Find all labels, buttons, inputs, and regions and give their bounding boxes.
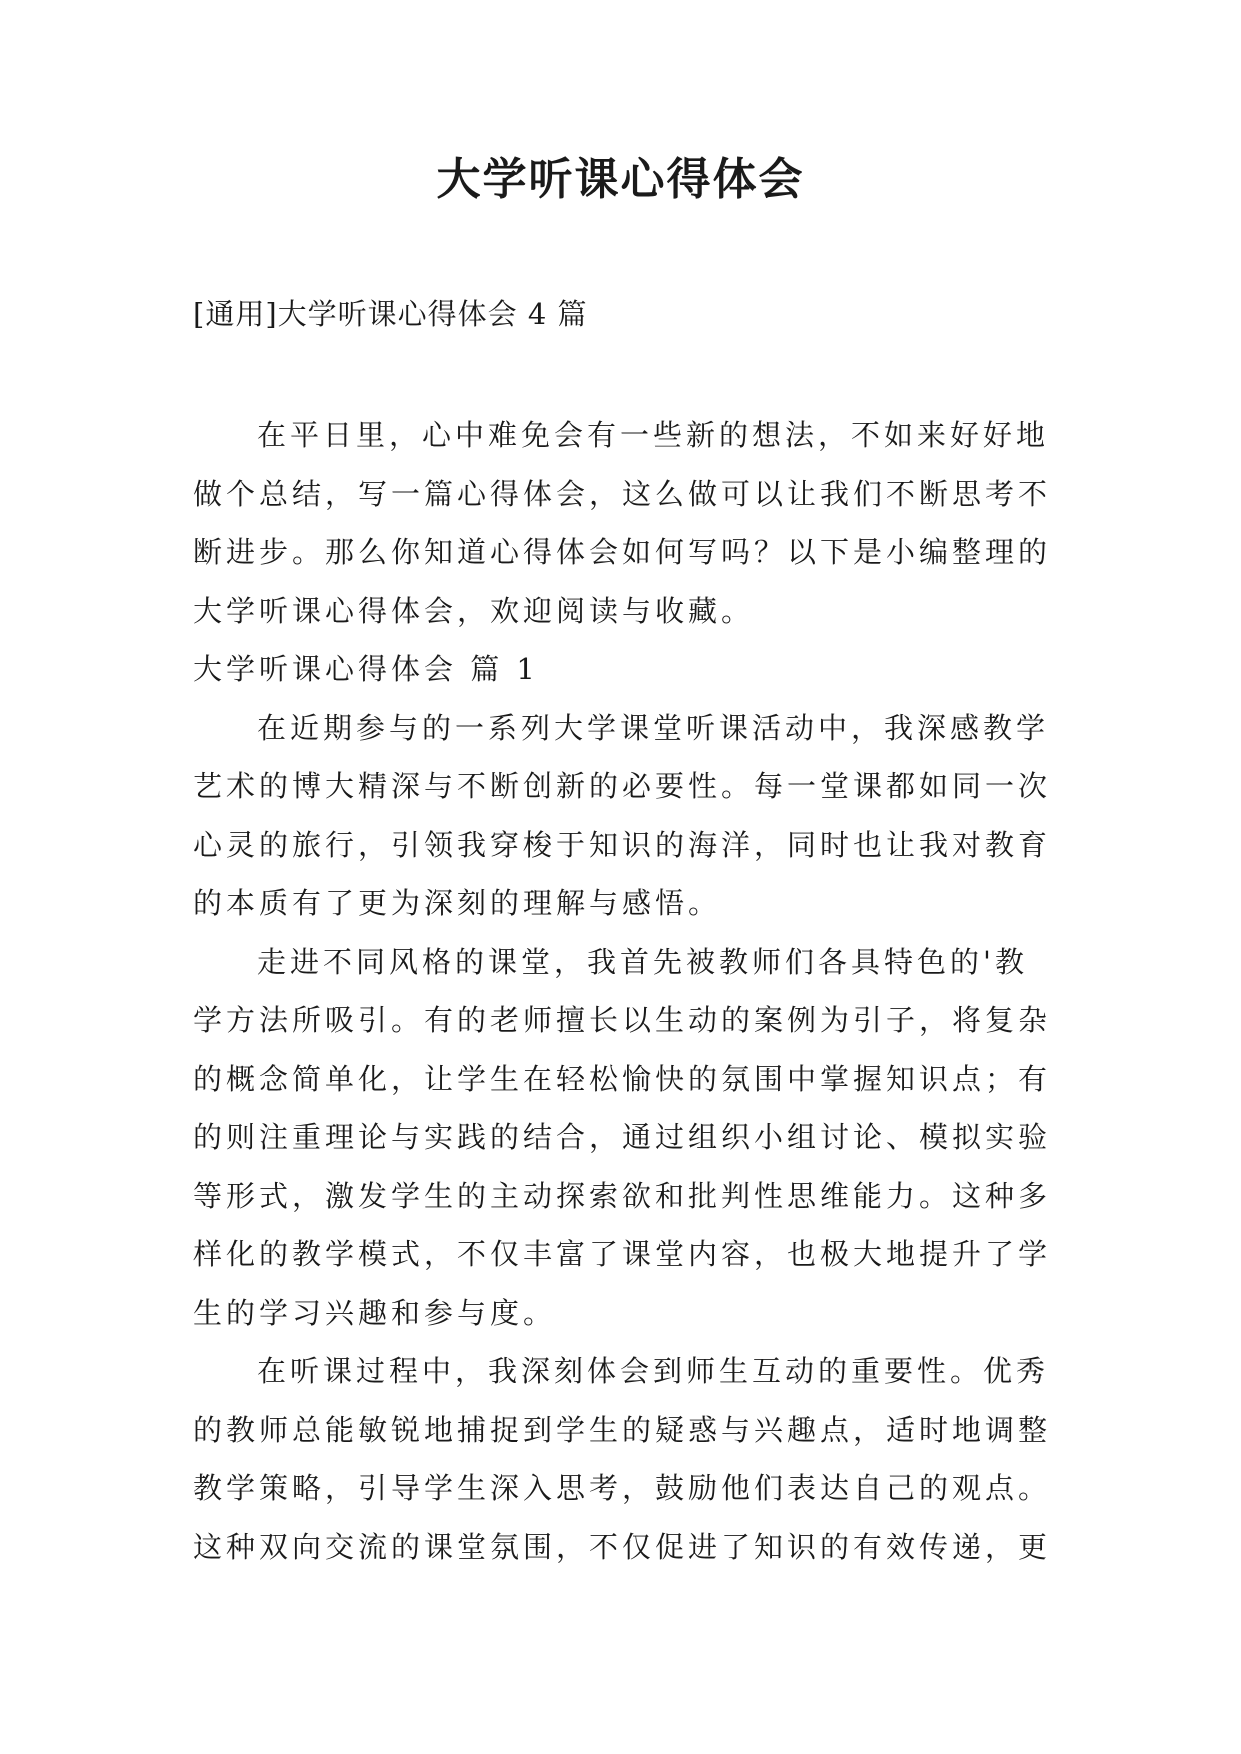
body-line: 等形式，激发学生的主动探索欲和批判性思维能力。这种多 bbox=[193, 1178, 1052, 1213]
body-line: 的则注重理论与实践的结合，通过组织小组讨论、模拟实验 bbox=[193, 1120, 1052, 1154]
body-line: 做个总结，写一篇心得体会，这么做可以让我们不断思考不 bbox=[193, 476, 1052, 511]
body-line: 教学策略，引导学生深入思考，鼓励他们表达自己的观点。 bbox=[193, 1471, 1052, 1505]
body-line: 心灵的旅行，引领我穿梭于知识的海洋，同时也让我对教育 bbox=[193, 827, 1052, 862]
body-line: 生的学习兴趣和参与度。 bbox=[193, 1295, 557, 1330]
body-line: 的本质有了更为深刻的理解与感悟。 bbox=[193, 886, 722, 920]
body-line: 的教师总能敏锐地捕捉到学生的疑惑与兴趣点，适时地调整 bbox=[193, 1412, 1052, 1447]
document-subtitle: [通用]大学听课心得体会 4 篇 bbox=[193, 297, 588, 331]
body-line: 在近期参与的一系列大学课堂听课活动中，我深感教学 bbox=[257, 710, 1050, 745]
body-line: 在平日里，心中难免会有一些新的想法，不如来好好地 bbox=[257, 418, 1050, 452]
body-line: 大学听课心得体会，欢迎阅读与收藏。 bbox=[193, 593, 755, 628]
body-line: 的概念简单化，让学生在轻松愉快的氛围中掌握知识点；有 bbox=[193, 1061, 1052, 1096]
document-body bbox=[193, 406, 1053, 1576]
body-line: 样化的教学模式，不仅丰富了课堂内容，也极大地提升了学 bbox=[193, 1237, 1052, 1271]
body-line: 在听课过程中，我深刻体会到师生互动的重要性。优秀 bbox=[257, 1354, 1050, 1388]
body-line: 学方法所吸引。有的老师擅长以生动的案例为引子，将复杂 bbox=[193, 1003, 1052, 1037]
body-line: 艺术的博大精深与不断创新的必要性。每一堂课都如同一次 bbox=[193, 769, 1052, 803]
body-line: 大学听课心得体会 篇 1 bbox=[193, 652, 539, 686]
document-title: 大学听课心得体会 bbox=[436, 154, 805, 205]
body-line: 这种双向交流的课堂氛围，不仅促进了知识的有效传递，更 bbox=[193, 1529, 1052, 1564]
body-line: 走进不同风格的课堂，我首先被教师们各具特色的'教 bbox=[257, 944, 1028, 979]
body-line: 断进步。那么你知道心得体会如何写吗？以下是小编整理的 bbox=[193, 535, 1052, 569]
